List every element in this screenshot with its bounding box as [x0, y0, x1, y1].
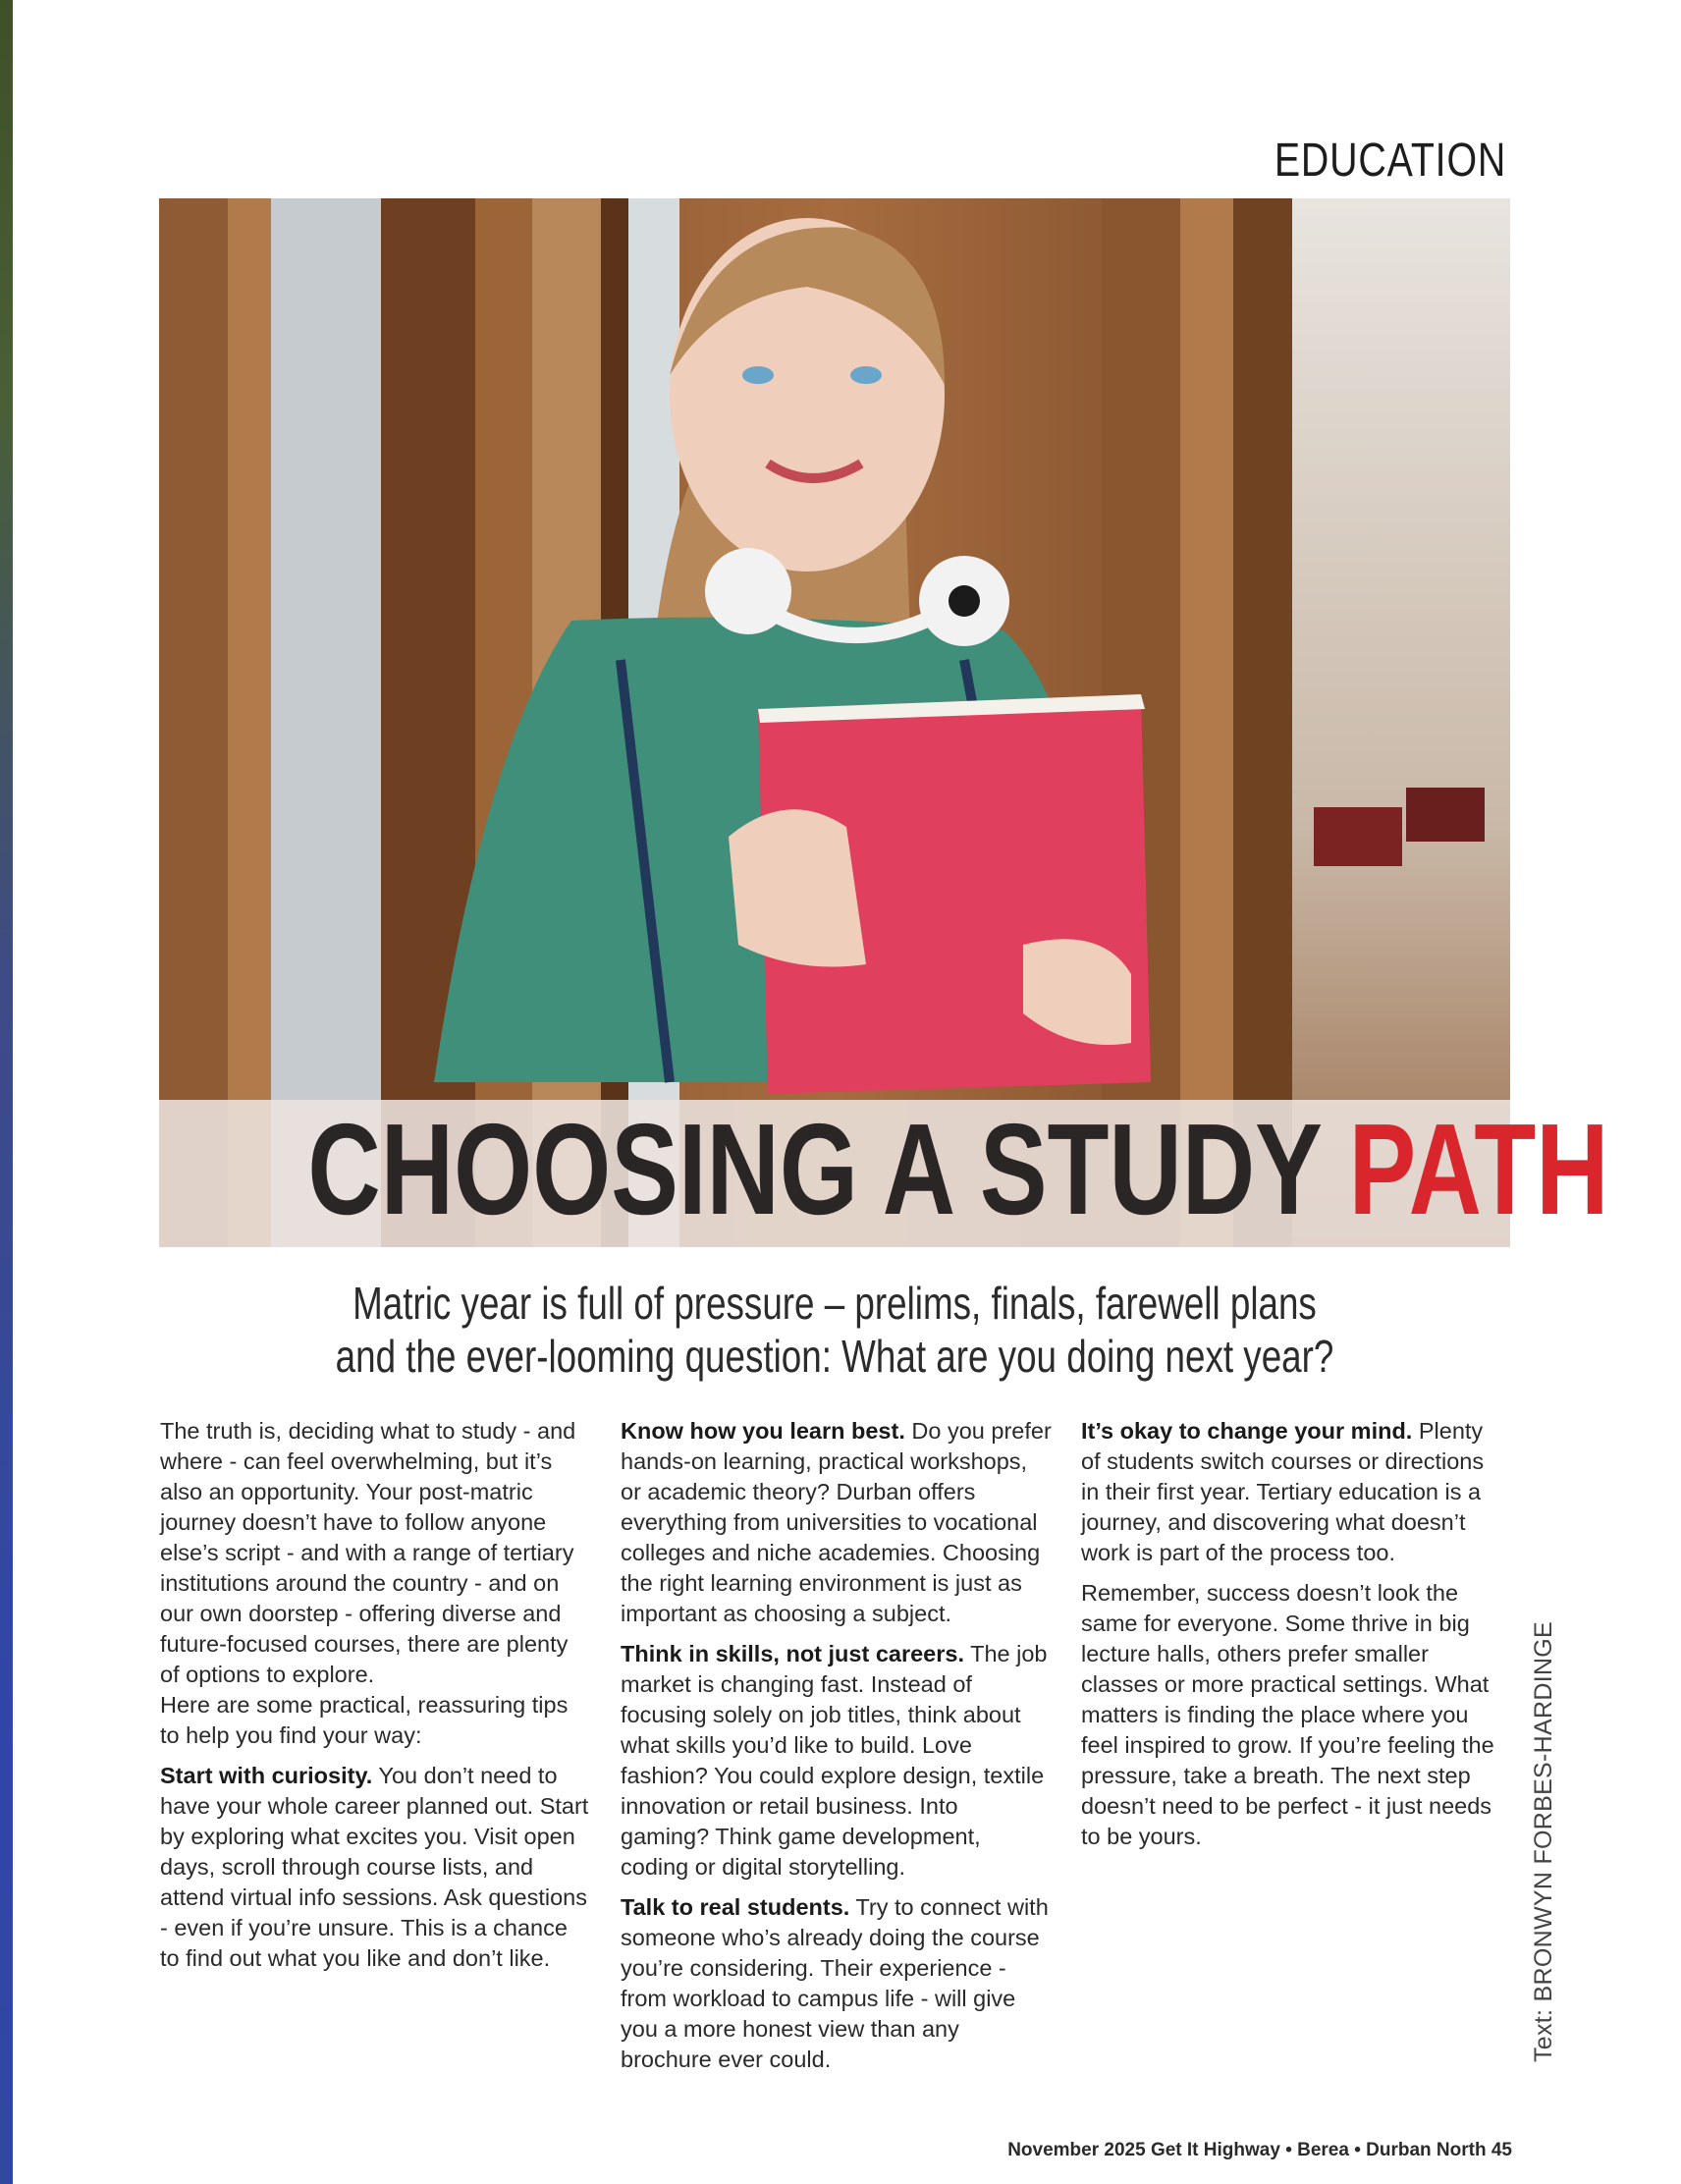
tip-paragraph	[160, 1761, 592, 1974]
intro-paragraph: The truth is, deciding what to study - and where - can feel overwhelming, but it’s also an opportunity. Your post-matric journey doesn’t have to follow anyone else’s script - and with a range of tertiary institutions around the country - and on our own doorstep - offering diverse and future-focused courses, there are plenty of options to explore.	[160, 1418, 576, 1687]
intro-paragraph: Here are some practical, reassuring tips to help you find your way:	[160, 1692, 569, 1748]
standfirst	[295, 1277, 1376, 1383]
tip-paragraph	[621, 1639, 1053, 1883]
tip-title: Think in skills, not just careers.	[621, 1641, 964, 1666]
conclusion-paragraph: Remember, success doesn’t look the same for everyone. Some thrive in big lecture halls, others prefer smaller classes or more practical settings. What matters is finding the place where you feel inspired to grow. If you’re feeling the pressure, take a breath. The next step doesn’t need to be perfect - it just needs to be yours.	[1081, 1580, 1494, 1849]
tip-paragraph	[621, 1892, 1053, 2075]
column-3	[1081, 1416, 1501, 1862]
section-label: EDUCATION	[1274, 135, 1506, 187]
tip-text: Do you prefer hands-on learning, practical workshops, or academic theory? Durban offers everything from universities to vocational colleges and niche academies. Choosing the right learning environment is just as important as choosing a subject.	[621, 1418, 1052, 1626]
hero-photo-illustration	[159, 198, 1510, 1247]
column-2	[621, 1416, 1053, 2085]
author-credit: Text: BRONWYN FORBES-HARDINGE	[1530, 1620, 1557, 2062]
hero-photo	[159, 198, 1609, 1247]
tip-text: Plenty of students switch courses or directions in their first year. Tertiary education is a journey, and discovering what doesn’t work is part of the process too.	[1081, 1418, 1485, 1565]
tip-paragraph	[1081, 1416, 1501, 1568]
tip-text: You don’t need to have your whole career planned out. Start by exploring what excites you. Visit open days, scroll through course lists, and attend virtual info sessions. Ask questions - even if you’re unsure. This is a chance to find out what you like and don’t like.	[160, 1763, 589, 1971]
tip-title: Start with curiosity.	[160, 1763, 373, 1788]
standfirst-line: Matric year is full of pressure – prelims, finals, farewell plans	[352, 1278, 1317, 1329]
tip-title: It’s okay to change your mind.	[1081, 1418, 1413, 1444]
tip-title: Know how you learn best.	[621, 1418, 905, 1444]
page-footer: November 2025 Get It Highway • Berea • Durban North 45	[1007, 2140, 1512, 2160]
title-main: CHOOSING A STUDY	[307, 1097, 1349, 1241]
standfirst-line: and the ever-looming question: What are you doing next year?	[335, 1331, 1334, 1382]
tip-text: Try to connect with someone who’s already doing the course you’re considering. Their experience - from workload to campus life - will give you a more honest view than any brochure ever could.	[621, 1894, 1049, 2072]
page-title	[307, 1096, 1609, 1243]
title-accent: PATH	[1348, 1097, 1609, 1241]
tip-text: The job market is changing fast. Instead of focusing solely on job titles, think about what skills you’d like to build. Love fashion? You could explore design, textile innovation or retail business. Into gaming? Think game development, coding or digital storytelling.	[621, 1641, 1048, 1880]
tip-paragraph	[621, 1416, 1053, 1629]
column-1	[160, 1416, 592, 1984]
page-edge-bar	[0, 0, 13, 2184]
tip-title: Talk to real students.	[621, 1894, 850, 1920]
